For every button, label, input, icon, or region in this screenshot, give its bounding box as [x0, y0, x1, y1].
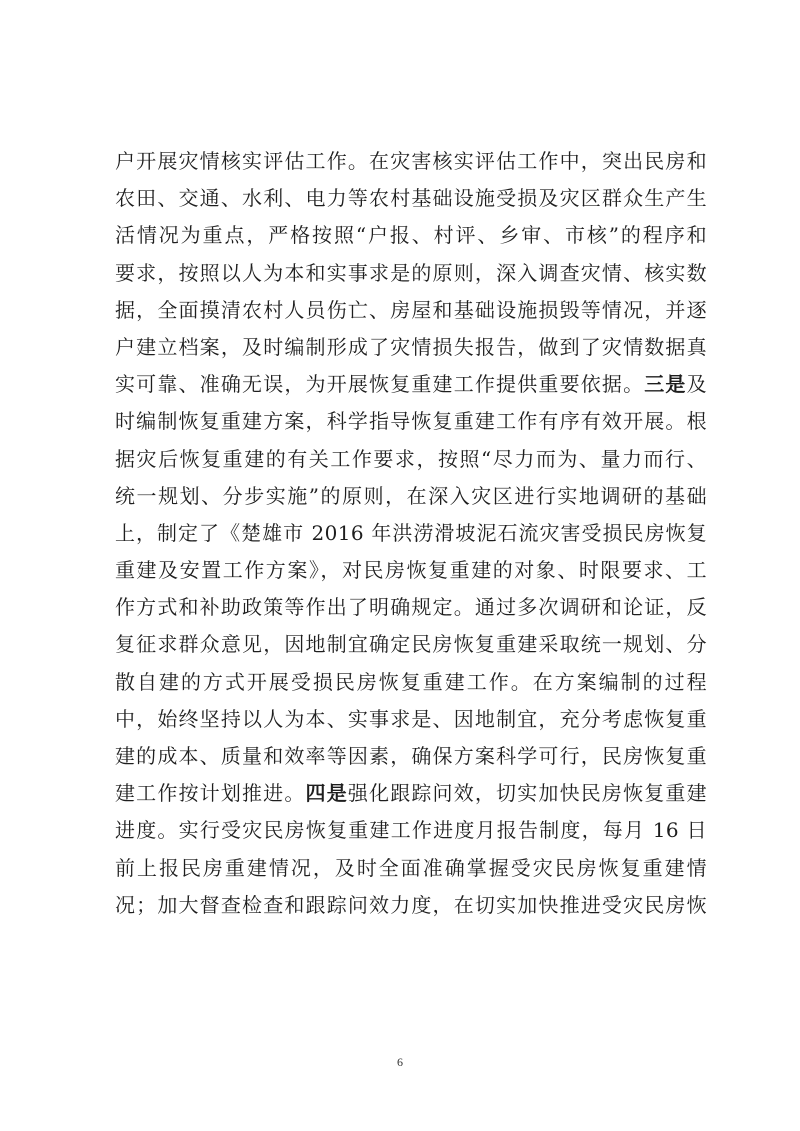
text-line	[115, 255, 707, 292]
line-text: 统一规划、分步实施”的原则，在深入灾区进行实地调研的基础	[115, 483, 707, 508]
text-line	[115, 143, 707, 180]
text-line	[115, 664, 707, 701]
line-text: 中，始终坚持以人为本、实事求是、因地制宜，充分考虑恢复重	[115, 706, 707, 731]
line-text: 及	[686, 372, 707, 397]
line-text: 户开展灾情核实评估工作。在灾害核实评估工作中，突出民房和	[115, 149, 707, 173]
text-line	[115, 329, 707, 366]
text-line	[115, 217, 707, 254]
text-line	[115, 887, 707, 924]
line-text: 建的成本、质量和效率等因素，确保方案科学可行，民房恢复重	[115, 744, 707, 768]
text-line	[115, 441, 707, 478]
line-text: 农田、交通、水利、电力等农村基础设施受损及灾区群众生产生	[115, 186, 707, 211]
line-text: 前上报民房重建情况，及时全面准确掌握受灾民房恢复重建情	[115, 855, 707, 880]
line-text: 复征求群众意见，因地制宜确定民房恢复重建采取统一规划、分	[115, 632, 707, 657]
line-text: 进度。实行受灾民房恢复重建工作进度月报告制度，每月 16 日	[115, 818, 707, 843]
emphasis-text: 四是	[305, 781, 348, 806]
text-line	[115, 292, 707, 329]
text-line	[115, 701, 707, 738]
line-text: 重建及安置工作方案》，对民房恢复重建的对象、时限要求、工	[115, 558, 707, 583]
line-text: 要求，按照以人为本和实事求是的原则，深入调查灾情、核实数	[115, 260, 707, 285]
text-line	[115, 403, 707, 440]
line-text: 上，制定了《楚雄市 2016 年洪涝滑坡泥石流灾害受损民房恢复	[115, 520, 707, 545]
text-line	[115, 180, 707, 217]
text-line	[115, 552, 707, 589]
line-text: 况；加大督查检查和跟踪问效力度，在切实加快推进受灾民房恢	[115, 892, 707, 917]
line-text: 散自建的方式开展受损民房恢复重建工作。在方案编制的过程	[115, 669, 707, 694]
text-line	[115, 738, 707, 775]
page-number: 6	[397, 1055, 403, 1069]
text-line	[115, 626, 707, 663]
line-text: 时编制恢复重建方案，科学指导恢复重建工作有序有效开展。根	[115, 409, 707, 434]
text-line	[115, 850, 707, 887]
emphasis-text: 三是	[644, 372, 687, 397]
text-line	[115, 812, 707, 849]
line-text: 作方式和补助政策等作出了明确规定。通过多次调研和论证，反	[115, 595, 707, 620]
line-text: 据，全面摸清农村人员伤亡、房屋和基础设施损毁等情况，并逐	[115, 297, 707, 322]
text-line	[115, 515, 707, 552]
line-text: 建工作按计划推进。	[115, 781, 306, 806]
line-text: 活情况为重点，严格按照“户报、村评、乡审、市核”的程序和	[115, 223, 707, 248]
line-text: 强化跟踪问效，切实加快民房恢复重建	[347, 781, 707, 806]
text-line	[115, 775, 707, 812]
body-paragraph	[115, 143, 707, 924]
text-line	[115, 478, 707, 515]
line-text: 户建立档案，及时编制形成了灾情损失报告，做到了灾情数据真	[115, 334, 707, 359]
text-line	[115, 366, 707, 403]
text-line	[115, 589, 707, 626]
line-text: 实可靠、准确无误，为开展恢复重建工作提供重要依据。	[115, 372, 645, 397]
line-text: 据灾后恢复重建的有关工作要求，按照“尽力而为、量力而行、	[115, 446, 707, 471]
